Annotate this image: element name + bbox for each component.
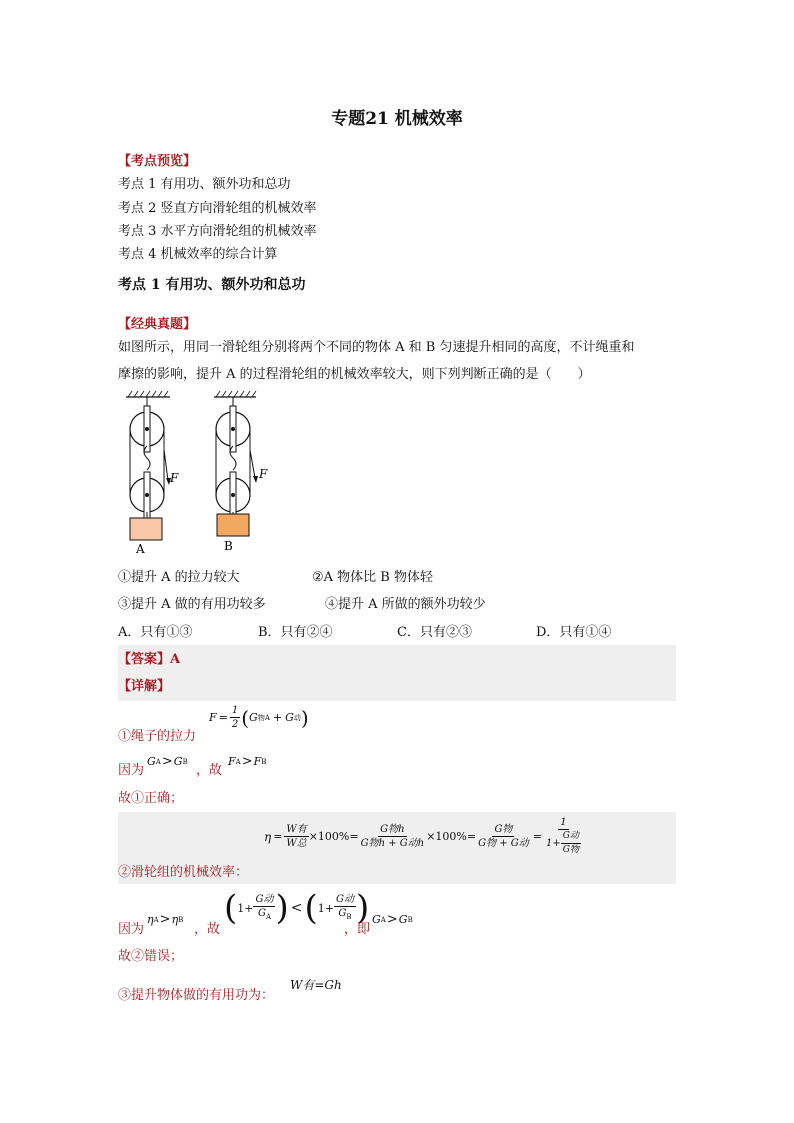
option-d: D．只有①④ [536, 625, 612, 640]
pulley-figure [118, 390, 288, 555]
pulley-system-a [126, 391, 171, 540]
detail-line-5-prefix: 因为 [118, 922, 145, 937]
compare-f: F A > F B [228, 754, 267, 769]
detail-line-6: 故②错误； [118, 949, 184, 964]
compare-eta: η A > η B [147, 912, 184, 927]
detail-line-3: 故①正确； [118, 791, 184, 806]
answer-label: 【答案】A [118, 652, 181, 667]
compare-g: G A > G B [147, 754, 188, 769]
pulley-system-b [214, 391, 258, 536]
preview-item-3: 考点 3 水平方向滑轮组的机械效率 [118, 224, 317, 239]
statement-1: ①提升 A 的拉力较大 [118, 570, 240, 585]
detail-line-1-text: ①绳子的拉力 [118, 729, 197, 744]
detail-line-2-mid: ，故 [196, 763, 223, 778]
detail-label: 【详解】 [118, 679, 171, 694]
preview-heading: 【考点预览】 [118, 154, 197, 169]
question-line-2: 摩擦的影响，提升 A 的过程滑轮组的机械效率较大，则下列判断正确的是（ ） [118, 367, 591, 382]
detail-line-4-text: ②滑轮组的机械效率： [118, 865, 249, 880]
detail-line-7-text: ③提升物体做的有用功为： [118, 988, 275, 1003]
detail-line-2-prefix: 因为 [118, 763, 145, 778]
label-a: A [136, 542, 145, 555]
detail-line-5-tail: ，即 [344, 922, 371, 937]
force-label-b: F [259, 467, 268, 481]
preview-item-1: 考点 1 有用功、额外功和总功 [118, 177, 291, 192]
label-b: B [224, 539, 233, 553]
classic-label: 【经典真题】 [118, 317, 197, 332]
option-b: B．只有②④ [258, 625, 333, 640]
efficiency-formula: η = $\frac{\text{W有}}{\text{W总}}$ ×100%= $\frac{\text{G物h}}{\text{G物h + G动h}}$ ×100%= $\frac{\text{G物}}{\text{G物 + G动}}$ = 1 1+ $\frac{\text{G动}}{\text{G物}}$ [264, 817, 579, 855]
statement-3: ③提升 A 做的有用功较多 [118, 597, 266, 612]
page-title: 专题21 机械效率 [331, 109, 463, 129]
preview-item-2: 考点 2 竖直方向滑轮组的机械效率 [118, 201, 317, 216]
option-c: C．只有②③ [397, 625, 472, 640]
section-heading: 考点 1 有用功、额外功和总功 [118, 277, 306, 293]
compare-ratio: ( 1+ $\frac{\text{G动}}{G_A}$ ) < ( 1+ $\frac{\text{G动}}{G_B}$ ) [224, 888, 370, 928]
useful-work-formula: W有=Gh [290, 978, 342, 992]
preview-item-4: 考点 4 机械效率的综合计算 [118, 247, 278, 262]
answer-block [118, 645, 676, 701]
statement-2: ②A 物体比 B 物体轻 [312, 570, 433, 585]
tension-formula: F = $\frac{1}{2}$ ( G 物A + G 动 ) [209, 705, 309, 730]
detail-line-5-mid: ，故 [194, 922, 221, 937]
force-label-a: F [170, 471, 179, 485]
statement-4: ④提升 A 所做的额外功较少 [325, 597, 486, 612]
question-line-1: 如图所示，用同一滑轮组分别将两个不同的物体 A 和 B 匀速提升相同的高度，不计绳重和 [118, 340, 635, 355]
option-a: A．只有①③ [118, 625, 193, 640]
compare-g-result: G A > G B [372, 912, 413, 927]
